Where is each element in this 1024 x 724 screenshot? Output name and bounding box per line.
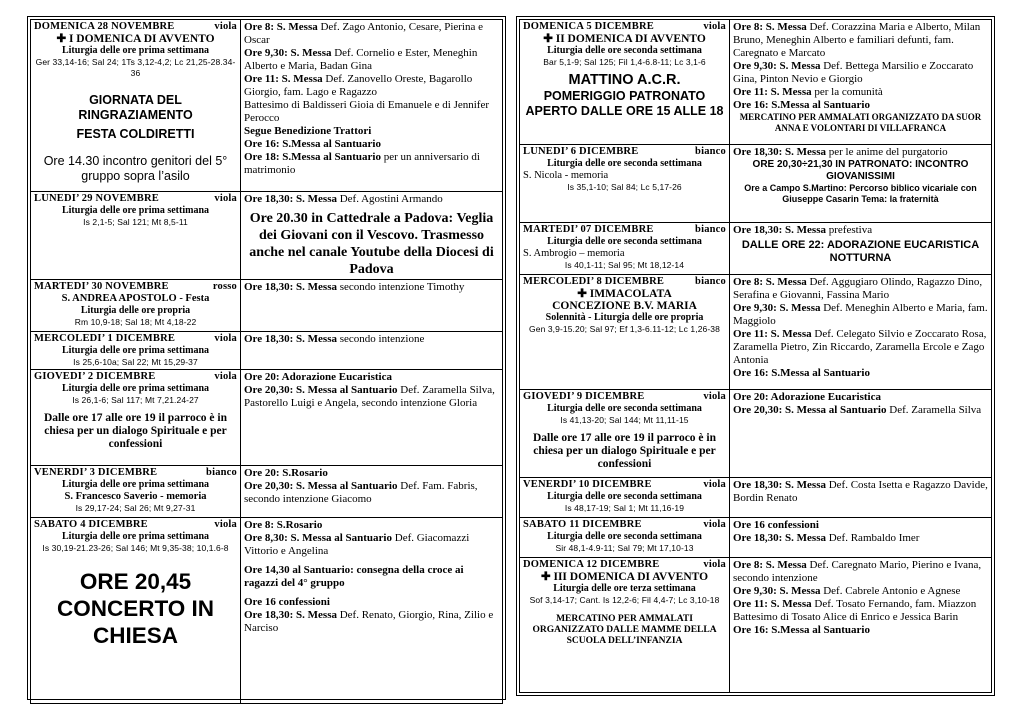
feast-subtitle: CONCEZIONE B.V. MARIA bbox=[552, 300, 697, 313]
event-time: Ore 16: S.Messa al Santuario bbox=[733, 367, 870, 380]
event-time: Ore 16: S.Messa al Santuario bbox=[733, 99, 870, 111]
event-detail: Def. Caregnato Mario, Pierino e Ivana, secondo intenzione bbox=[733, 559, 982, 585]
event-time: Ore 16: S.Messa al Santuario bbox=[244, 138, 381, 150]
event-line bbox=[733, 86, 988, 99]
event-time: Ore 9,30: S. Messa bbox=[733, 60, 821, 72]
event-detail: per le anime del purgatorio bbox=[825, 145, 948, 158]
day-row bbox=[31, 518, 503, 704]
event-time: Ore 18,30: S. Messa bbox=[244, 609, 337, 621]
event-line bbox=[244, 333, 499, 346]
day-info-cell bbox=[31, 192, 241, 280]
cross-icon: ✚ bbox=[540, 571, 554, 584]
day-date: SABATO 11 DICEMBRE bbox=[523, 519, 642, 531]
liturgy-hours: Liturgia delle ore seconda settimana bbox=[547, 157, 702, 169]
event-detail: Def. Tosato Fernando, fam. Miazzon bbox=[811, 598, 977, 611]
event-detail: Def. Renato, Giorgio, Rina, Zilio e Narciso bbox=[244, 609, 494, 634]
day-header bbox=[523, 559, 726, 571]
bible-course: Ore a Campo S.Martino: Percorso biblico vicariale con Giuseppe Casarin Tema: la fraternità bbox=[744, 182, 977, 204]
events-cell bbox=[241, 518, 503, 704]
event-line bbox=[733, 328, 988, 367]
readings: Is 30,19-21.23-26; Sal 146; Mt 9,35-38; 10,1.6-8 bbox=[42, 543, 229, 553]
day-date: GIOVEDI’ 9 DICEMBRE bbox=[523, 390, 645, 402]
liturgy-hours: Solennità - Liturgia delle ore propria bbox=[545, 312, 704, 324]
events-cell bbox=[730, 275, 992, 390]
day-row bbox=[520, 20, 992, 145]
event-line bbox=[244, 47, 499, 73]
readings: Is 41,13-20; Sal 144; Mt 11,11-15 bbox=[560, 414, 689, 425]
day-header bbox=[34, 333, 237, 345]
liturgical-color: bianco bbox=[695, 223, 726, 235]
liturgy-hours: Liturgia delle ore propria bbox=[80, 305, 191, 316]
event-time: Ore 9,30: S. Messa bbox=[244, 47, 332, 59]
day-info-cell bbox=[520, 389, 730, 477]
event-line bbox=[244, 125, 499, 138]
day-row bbox=[31, 192, 503, 280]
event-line bbox=[244, 564, 499, 590]
liturgy-hours: Liturgia delle ore prima settimana bbox=[61, 45, 210, 56]
day-date: DOMENICA 5 DICEMBRE bbox=[523, 21, 654, 32]
day-date: LUNEDI’ 6 DICEMBRE bbox=[523, 145, 639, 157]
day-date: MARTEDI’ 30 NOVEMBRE bbox=[34, 281, 169, 292]
day-row bbox=[520, 558, 992, 693]
day-row bbox=[520, 144, 992, 222]
event-note: FESTA COLDIRETTI bbox=[76, 127, 195, 141]
event-line bbox=[733, 611, 988, 624]
event-time: Ore 11: S. Messa bbox=[733, 598, 812, 611]
feast-label: I DOMENICA DI AVVENTO bbox=[68, 33, 215, 45]
events-cell bbox=[241, 332, 503, 370]
feast-label: III DOMENICA DI AVVENTO bbox=[553, 571, 709, 584]
event-time: Ore 20,30: S. Messa al Santuario bbox=[244, 480, 398, 492]
event-line bbox=[733, 532, 988, 545]
events-cell bbox=[730, 518, 992, 558]
event-line bbox=[244, 519, 499, 532]
day-row bbox=[520, 222, 992, 274]
liturgy-hours: Liturgia delle ore seconda settimana bbox=[547, 531, 702, 543]
event-detail: Battesimo di Baldisseri Gioia di Emanuele e di Jennifer Perocco bbox=[244, 99, 489, 124]
event-time: Ore 9,30: S. Messa bbox=[733, 302, 821, 315]
day-date: VENERDI’ 10 DICEMBRE bbox=[523, 479, 652, 490]
day-header bbox=[523, 21, 726, 33]
event-time: Ore 16: S.Messa al Santuario bbox=[733, 624, 870, 637]
day-info-cell bbox=[520, 20, 730, 145]
event-time: Ore 18,30: S. Messa bbox=[733, 479, 826, 491]
event-time: Ore 18,30: S. Messa bbox=[244, 333, 337, 345]
event-time: Ore 18: S.Messa al Santuario bbox=[244, 151, 381, 163]
events-cell bbox=[730, 558, 992, 693]
market-note: MERCATINO PER AMMALATI ORGANIZZATO DALLE MAMME DELLA SCUOLA DELL’INFANZIA bbox=[532, 614, 717, 647]
feast-title bbox=[523, 571, 726, 583]
liturgy-hours: Liturgia delle ore prima settimana bbox=[61, 383, 210, 394]
events-cell bbox=[730, 389, 992, 477]
day-header bbox=[34, 519, 237, 531]
liturgy-hours: Liturgia delle ore prima settimana bbox=[61, 479, 210, 490]
event-time: Ore 14,30 al Santuario: consegna della croce ai ragazzi del 4° gruppo bbox=[244, 564, 464, 589]
liturgy-hours: Liturgia delle ore terza settimana bbox=[553, 583, 696, 595]
event-time: Ore 8: S. Messa bbox=[733, 21, 807, 33]
confession-note: Dalle ore 17 alle ore 19 il parroco è in chiesa per un dialogo Spirituale e per confessioni bbox=[43, 412, 227, 450]
liturgical-color: viola bbox=[214, 21, 237, 32]
day-row bbox=[31, 280, 503, 332]
confession-note: Dalle ore 17 alle ore 19 il parroco è in chiesa per un dialogo Spirituale e per confessioni bbox=[532, 431, 716, 470]
event-detail: Def. Giacomazzi Vittorio e Angelina bbox=[244, 532, 470, 557]
event-detail: prefestiva bbox=[825, 223, 873, 236]
liturgical-color: bianco bbox=[206, 467, 237, 478]
night-adoration: DALLE ORE 22: ADORAZIONE EUCARISTICA NOTTURNA bbox=[741, 238, 980, 264]
event-time: Ore 20,30: S. Messa al Santuario bbox=[244, 384, 398, 396]
event-detail: Def. Rambaldo Imer bbox=[825, 532, 920, 545]
saint-memorial: S. Nicola - memoria bbox=[523, 169, 609, 181]
liturgical-color: viola bbox=[703, 21, 726, 32]
event-time: Ore 8: S.Rosario bbox=[244, 519, 323, 531]
event-line bbox=[244, 151, 499, 177]
event-time: Ore 8: S. Messa bbox=[244, 21, 318, 33]
event-detail: Def. Cornelio e Ester, Meneghin Alberto e Maria, Badan Gina bbox=[244, 47, 478, 72]
event-line bbox=[244, 371, 499, 384]
event-time: Ore 11: S. Messa bbox=[733, 86, 812, 98]
day-row bbox=[520, 478, 992, 518]
day-date: LUNEDI’ 29 NOVEMBRE bbox=[34, 193, 159, 204]
day-row bbox=[31, 370, 503, 466]
day-info-cell bbox=[520, 518, 730, 558]
liturgical-color: bianco bbox=[695, 145, 726, 157]
event-time: Ore 20: S.Rosario bbox=[244, 467, 328, 479]
vigil-announcement: Ore 20.30 in Cattedrale a Padova: Veglia dei Giovani con il Vescovo. Trasmesso anche nel canale Youtube della Diocesi di Padova bbox=[249, 211, 494, 277]
event-line bbox=[244, 138, 499, 151]
event-note: Ore 14.30 incontro genitori del 5° gruppo sopra l’asilo bbox=[43, 154, 228, 183]
readings: Is 40,1-11; Sal 95; Mt 18,12-14 bbox=[564, 259, 685, 270]
event-line bbox=[244, 193, 499, 206]
events-cell bbox=[730, 144, 992, 222]
day-date: DOMENICA 12 DICEMBRE bbox=[523, 559, 660, 571]
liturgy-hours: Liturgia delle ore seconda settimana bbox=[547, 235, 702, 247]
saint-memorial: S. Ambrogio – memoria bbox=[523, 247, 625, 259]
event-detail: Def. Zaramella Silva bbox=[886, 403, 982, 416]
event-line bbox=[733, 585, 988, 598]
event-detail: Battesimo di Tosato Alice di Enrico e Jessica Barin bbox=[733, 611, 959, 624]
day-info-cell bbox=[31, 370, 241, 466]
event-detail: Def. Agostini Armando bbox=[336, 193, 443, 205]
day-header bbox=[34, 371, 237, 383]
liturgical-color: rosso bbox=[212, 281, 237, 292]
day-header bbox=[523, 224, 726, 236]
event-line bbox=[733, 146, 988, 159]
event-detail: secondo intenzione bbox=[336, 333, 425, 345]
event-time: Ore 20: Adorazione Eucaristica bbox=[244, 371, 392, 383]
market-note: MERCATINO PER AMMALATI ORGANIZZATO DA SUOR ANNA E VOLONTARI DI VILLAFRANCA bbox=[739, 112, 982, 133]
liturgical-color: viola bbox=[214, 193, 237, 204]
readings: Is 2,1-5; Sal 121; Mt 8,5-11 bbox=[83, 217, 188, 227]
liturgical-color: viola bbox=[214, 333, 237, 344]
day-date: MERCOLEDI’ 8 DICEMBRE bbox=[523, 276, 665, 288]
event-time: Ore 8: S. Messa bbox=[733, 276, 807, 289]
event-line bbox=[733, 367, 988, 380]
day-info-cell bbox=[520, 558, 730, 693]
readings: Is 35,1-10; Sal 84; Lc 5,17-26 bbox=[567, 181, 682, 192]
cross-icon: ✚ bbox=[56, 33, 69, 45]
event-time: Ore 9,30: S. Messa bbox=[733, 585, 821, 598]
day-row bbox=[520, 389, 992, 477]
liturgy-hours: Liturgia delle ore prima settimana bbox=[61, 345, 210, 356]
event-line bbox=[733, 404, 988, 417]
readings: Bar 5,1-9; Sal 125; Fil 1,4-6.8-11; Lc 3,1-6 bbox=[543, 57, 706, 67]
event-note: GIORNATA DEL RINGRAZIAMENTO bbox=[78, 93, 193, 122]
afternoon-note: POMERIGGIO PATRONATO APERTO DALLE ORE 15 ALLE 18 bbox=[525, 89, 724, 118]
left-schedule-table bbox=[30, 19, 503, 704]
day-row bbox=[31, 332, 503, 370]
day-row bbox=[520, 275, 992, 390]
event-time: Ore 18,30: S. Messa bbox=[733, 532, 826, 545]
day-header bbox=[523, 519, 726, 531]
event-line bbox=[244, 21, 499, 47]
event-detail: Def. Fam. Fabris, secondo intenzione Giacomo bbox=[244, 480, 478, 505]
day-row bbox=[520, 518, 992, 558]
day-info-cell bbox=[520, 222, 730, 274]
liturgy-hours: Liturgia delle ore prima settimana bbox=[61, 531, 210, 542]
day-date: SABATO 4 DICEMBRE bbox=[34, 519, 148, 530]
event-time: Ore 18,30: S. Messa bbox=[733, 145, 826, 158]
event-line bbox=[733, 60, 988, 86]
event-line bbox=[733, 479, 988, 505]
concert-announcement: ORE 20,45 CONCERTO IN CHIESA bbox=[56, 569, 215, 648]
youth-meeting: ORE 20,30÷21,30 IN PATRONATO: INCONTRO GIOVANISSIMI bbox=[752, 158, 969, 182]
liturgy-hours: Liturgia delle ore seconda settimana bbox=[547, 45, 702, 56]
event-line bbox=[244, 609, 499, 635]
day-info-cell bbox=[520, 144, 730, 222]
readings: Sof 3,14-17; Cant. Is 12,2-6; Fil 4,4-7; Lc 3,10-18 bbox=[529, 595, 720, 606]
event-line bbox=[733, 276, 988, 302]
event-line bbox=[244, 596, 499, 609]
event-time: Ore 11: S. Messa bbox=[244, 73, 323, 85]
day-header bbox=[523, 276, 726, 288]
event-line bbox=[733, 224, 988, 237]
liturgical-color: viola bbox=[703, 390, 726, 402]
event-line bbox=[244, 480, 499, 506]
feast-title bbox=[523, 33, 726, 45]
cross-icon: ✚ bbox=[543, 33, 556, 45]
readings: Gen 3,9-15.20; Sal 97; Ef 1,3-6.11-12; Lc 1,26-38 bbox=[529, 324, 720, 335]
day-date: MERCOLEDI’ 1 DICEMBRE bbox=[34, 333, 176, 344]
day-date: DOMENICA 28 NOVEMBRE bbox=[34, 21, 175, 32]
day-row bbox=[31, 466, 503, 518]
feast-label: II DOMENICA DI AVVENTO bbox=[555, 33, 706, 45]
event-line bbox=[733, 598, 988, 611]
event-line bbox=[733, 519, 988, 532]
event-line bbox=[244, 384, 499, 410]
events-cell bbox=[730, 478, 992, 518]
event-line bbox=[244, 73, 499, 99]
readings: Rm 10,9-18; Sal 18; Mt 4,18-22 bbox=[74, 317, 197, 327]
event-detail: secondo intenzione Timothy bbox=[336, 281, 465, 293]
readings: Is 29,17-24; Sal 26; Mt 9,27-31 bbox=[75, 503, 196, 513]
day-header bbox=[34, 281, 237, 293]
day-date: VENERDI’ 3 DICEMBRE bbox=[34, 467, 158, 478]
day-info-cell bbox=[31, 280, 241, 332]
readings: Sir 48,1-4.9-11; Sal 79; Mt 17,10-13 bbox=[555, 543, 694, 554]
day-info-cell bbox=[31, 20, 241, 192]
event-line bbox=[244, 99, 499, 125]
event-detail: Def. Zanovello Oreste, Bagarollo Giorgio, fam. Lago e Ragazzo bbox=[244, 73, 473, 98]
event-time: Ore 20: Adorazione Eucaristica bbox=[733, 390, 881, 403]
event-detail: Def. Celegato Silvio e Zoccarato Rosa, Zaramella Pietro, Zin Riccardo, Zaramella Ercole e Zago Antonia bbox=[733, 328, 987, 367]
left-page bbox=[27, 16, 506, 700]
event-time: Ore 20,30: S. Messa al Santuario bbox=[733, 403, 887, 416]
day-info-cell bbox=[31, 466, 241, 518]
event-line bbox=[733, 302, 988, 328]
event-detail: Def. Meneghin Alberto e Maria, fam. Maggiolo bbox=[733, 302, 988, 328]
event-line bbox=[244, 467, 499, 480]
event-time: Ore 8,30: S. Messa al Santuario bbox=[244, 532, 392, 544]
day-header bbox=[523, 479, 726, 491]
event-line bbox=[733, 99, 988, 112]
readings: Is 48,17-19; Sal 1; Mt 11,16-19 bbox=[564, 503, 685, 513]
event-detail: Def. Zaramella Silva, Pastorello Luigi e Angela, secondo intenzione Gloria bbox=[244, 384, 495, 409]
event-time: Ore 18,30: S. Messa bbox=[733, 223, 826, 236]
event-detail: per la comunità bbox=[811, 86, 883, 98]
event-detail: Def. Cabrele Antonio e Agnese bbox=[820, 585, 961, 598]
event-line bbox=[733, 391, 988, 404]
day-info-cell bbox=[31, 332, 241, 370]
events-cell bbox=[241, 466, 503, 518]
events-cell bbox=[241, 20, 503, 192]
liturgical-color: viola bbox=[214, 519, 237, 530]
liturgical-color: viola bbox=[703, 519, 726, 531]
event-time: Segue Benedizione Trattori bbox=[244, 125, 372, 137]
events-cell bbox=[241, 192, 503, 280]
cross-icon: ✚ bbox=[577, 288, 590, 301]
event-time: Ore 18,30: S. Messa bbox=[244, 193, 337, 205]
morning-note: MATTINO A.C.R. bbox=[568, 72, 681, 88]
liturgical-color: bianco bbox=[695, 276, 726, 288]
readings: Is 25,6-10a; Sal 22; Mt 15,29-37 bbox=[73, 357, 198, 367]
event-time: Ore 16 confessioni bbox=[733, 519, 819, 532]
saint-memorial: S. ANDREA APOSTOLO - Festa bbox=[61, 293, 210, 304]
right-schedule-table bbox=[519, 19, 992, 693]
day-info-cell bbox=[520, 275, 730, 390]
event-detail: Def. Bettega Marsilio e Zoccarato Gina, Pinton Nevio e Giorgio bbox=[733, 60, 974, 85]
day-header bbox=[34, 21, 237, 33]
events-cell bbox=[241, 370, 503, 466]
day-header bbox=[34, 467, 237, 479]
event-line bbox=[244, 281, 499, 294]
event-detail: per un anniversario di matrimonio bbox=[244, 151, 480, 176]
event-detail: Def. Aggugiaro Olindo, Ragazzo Dino, Serafina e Giovanni, Fassina Mario bbox=[733, 276, 983, 302]
event-detail: Def. Zago Antonio, Cesare, Pierina e Oscar bbox=[244, 21, 483, 46]
event-time: Ore 8: S. Messa bbox=[733, 559, 807, 572]
readings: Is 26,1-6; Sal 117; Mt 7,21.24-27 bbox=[72, 395, 199, 405]
event-line bbox=[733, 624, 988, 637]
day-row bbox=[31, 20, 503, 192]
liturgical-color: viola bbox=[703, 559, 726, 571]
liturgical-color: viola bbox=[214, 371, 237, 382]
event-detail: Def. Costa Isetta e Ragazzo Davide, Bordin Renato bbox=[733, 479, 988, 504]
feast-label: IMMACOLATA bbox=[589, 288, 672, 301]
event-time: Ore 18,30: S. Messa bbox=[244, 281, 337, 293]
day-info-cell bbox=[31, 518, 241, 704]
readings: Ger 33,14-16; Sal 24; 1Ts 3,12-4,2; Lc 21,25-28.34-36 bbox=[35, 57, 236, 78]
liturgy-hours: Liturgia delle ore seconda settimana bbox=[547, 491, 702, 502]
event-line bbox=[733, 21, 988, 60]
day-header bbox=[34, 193, 237, 205]
feast-title bbox=[34, 33, 237, 45]
liturgical-color: viola bbox=[703, 479, 726, 490]
day-date: GIOVEDI’ 2 DICEMBRE bbox=[34, 371, 156, 382]
events-cell bbox=[730, 20, 992, 145]
events-cell bbox=[241, 280, 503, 332]
liturgy-hours: Liturgia delle ore prima settimana bbox=[61, 205, 210, 216]
right-page bbox=[516, 16, 995, 696]
day-header bbox=[523, 391, 726, 403]
day-info-cell bbox=[520, 478, 730, 518]
liturgy-hours: Liturgia delle ore seconda settimana bbox=[547, 402, 702, 414]
event-line bbox=[733, 559, 988, 585]
event-time: Ore 16 confessioni bbox=[244, 596, 330, 608]
event-detail: Def. Corazzina Maria e Alberto, Milan Bruno, Meneghin Alberto e familiari defunti, fam. Caregnato e Marcato bbox=[733, 21, 981, 59]
saint-memorial: S. Francesco Saverio - memoria bbox=[64, 491, 207, 502]
day-header bbox=[523, 146, 726, 158]
event-time: Ore 11: S. Messa bbox=[733, 328, 812, 341]
day-date: MARTEDI’ 07 DICEMBRE bbox=[523, 223, 654, 235]
events-cell bbox=[730, 222, 992, 274]
feast-title bbox=[523, 288, 726, 300]
event-line bbox=[244, 532, 499, 558]
